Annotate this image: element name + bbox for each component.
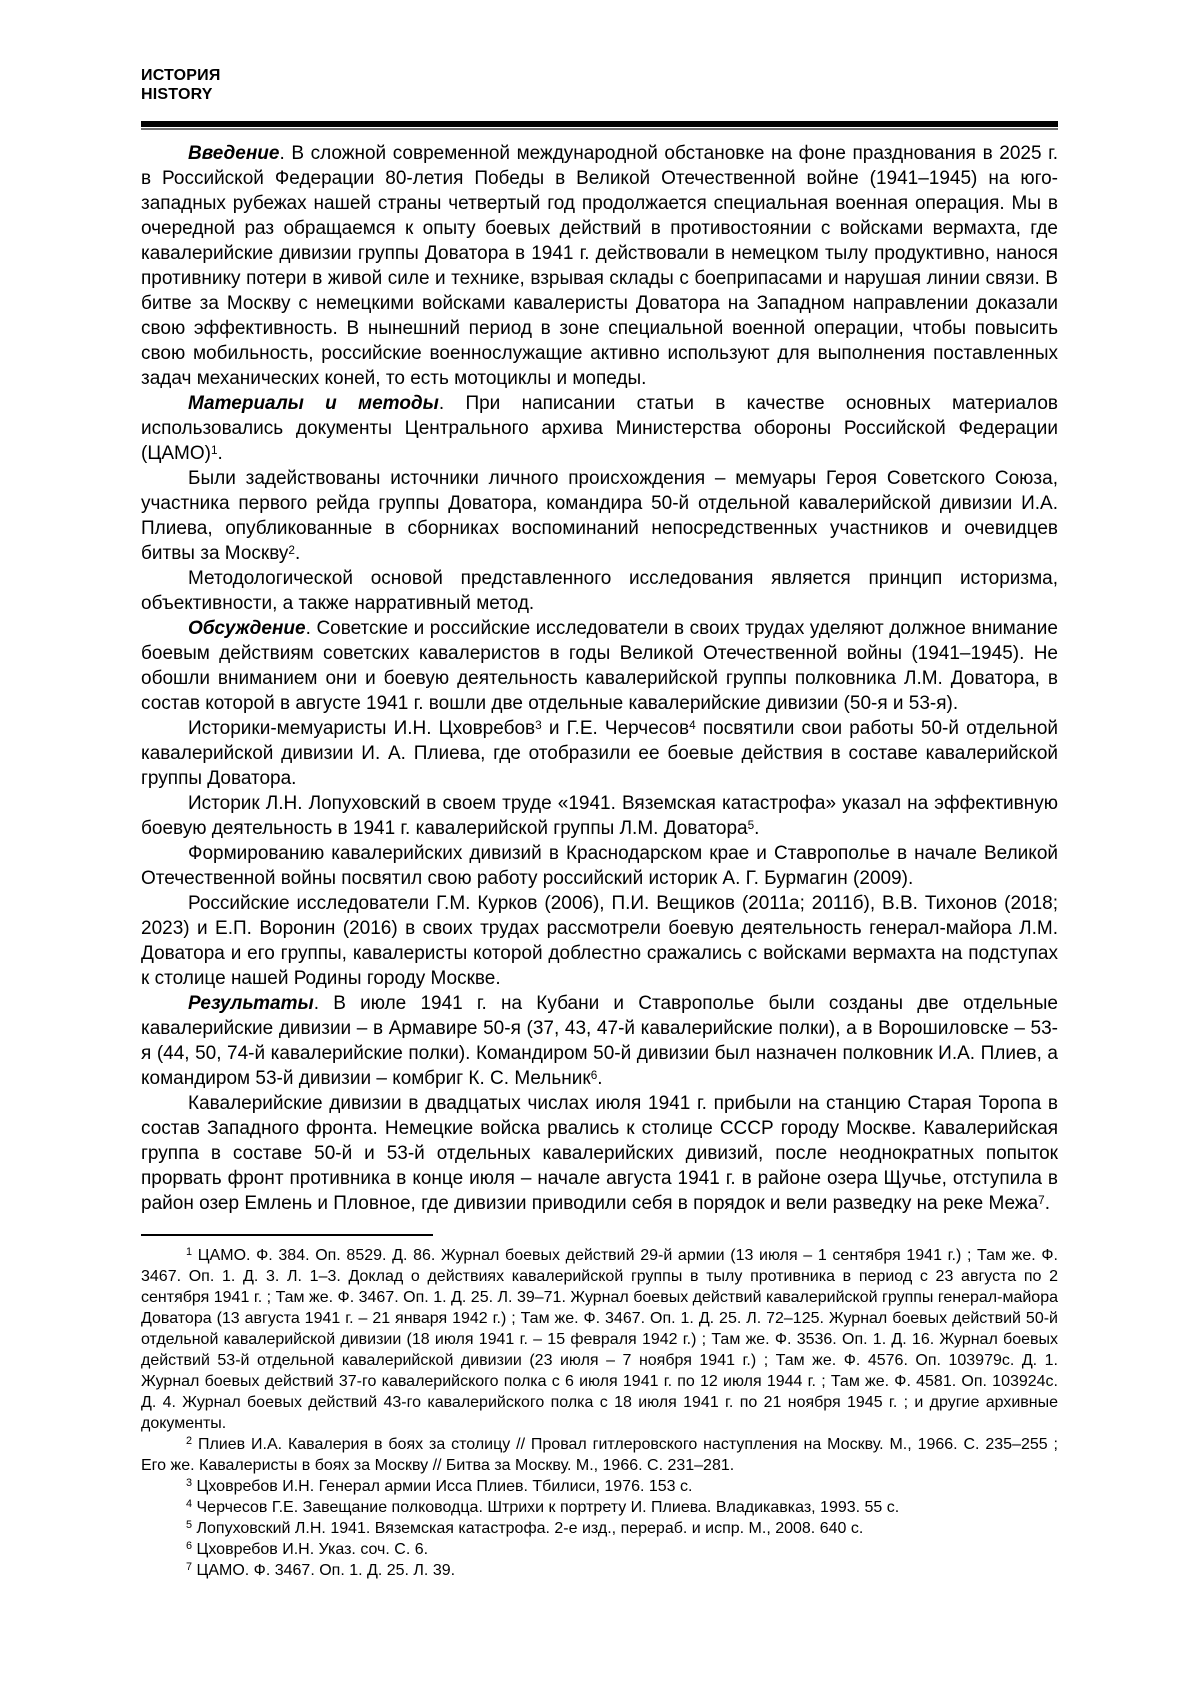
footnote-item (141, 1539, 1058, 1560)
text-run: . При написании статьи в качестве основных материалов использовались документы Центрального архива Министерства обороны Российской Федерации (ЦАМО) (141, 393, 1058, 464)
body-paragraph (141, 1091, 1058, 1216)
article-body (141, 141, 1058, 1216)
text-run: . В июле 1941 г. на Кубани и Ставрополье были созданы две отдельные кавалерийские дивизии – в Армавире 50-я (37, 43, 47-й кавалерийские полки), а в Ворошиловске – 53-я (44, 50, 74-й кавалерийские полки). Командиром 50-й дивизии был назначен полковник И.А. Плиев, а командиром 53-й дивизии – комбриг К. С. Мельник (141, 993, 1058, 1089)
text-run: ЦАМО. Ф. 3467. Оп. 1. Д. 25. Л. 39. (192, 1562, 456, 1579)
superscript-ref: 5 (747, 818, 755, 832)
body-paragraph (141, 791, 1058, 841)
superscript-ref: 4 (186, 1498, 193, 1511)
text-run: Цховребов И.Н. Генерал армии Исса Плиев. Тбилиси, 1976. 153 с. (192, 1478, 693, 1495)
section-lead: Материалы и методы (188, 393, 439, 414)
superscript-ref: 7 (1038, 1193, 1045, 1207)
superscript-ref: 4 (689, 718, 696, 732)
superscript-ref: 7 (186, 1561, 193, 1574)
body-paragraph (141, 991, 1058, 1091)
superscript-ref: 6 (590, 1068, 598, 1082)
section-lead: Результаты (188, 993, 314, 1014)
text-run: Российские исследователи Г.М. Курков (2006), П.И. Вещиков (2011а; 2011б), В.В. Тихонов (2018; 2023) и Е.П. Воронин (2016) в своих трудах рассмотрели боевую деятельность генерал-майора Л.М. Доватора и его группы, кавалеристы которой доблестно сражались с войсками вермахта на подступах к столице нашей Родины городу Москве. (141, 893, 1058, 989)
superscript-ref: 5 (186, 1519, 193, 1532)
section-lead: Обсуждение (188, 618, 306, 639)
text-run: . (217, 443, 223, 464)
text-run: и Г.Е. Черчесов (541, 718, 690, 739)
text-run: . (294, 543, 301, 564)
running-header-en: HISTORY (141, 86, 213, 103)
footnote-item (141, 1518, 1058, 1539)
text-run: Лопуховский Л.Н. 1941. Вяземская катастрофа. 2-е изд., перераб. и испр. М., 2008. 640 с. (192, 1520, 864, 1537)
footnote-item (141, 1497, 1058, 1518)
body-paragraph (141, 391, 1058, 466)
body-paragraph (141, 616, 1058, 716)
body-paragraph (141, 716, 1058, 791)
text-run: Методологической основой представленного исследования является принцип историзма, объективности, а также нарративный метод. (141, 568, 1058, 614)
text-run: . Советские и российские исследователи в своих трудах уделяют должное внимание боевым действиям советских кавалеристов в годы Великой Отечественной войны (1941–1945). Не обошли вниманием они и боевую деятельность кавалерийской группы полковника Л.М. Доватора, в состав которой в августе 1941 г. вошли две отдельные кавалерийские дивизии (50-я и 53-я). (141, 618, 1058, 714)
footnote-item (141, 1245, 1058, 1434)
superscript-ref: 2 (186, 1435, 193, 1448)
text-run: Черчесов Г.Е. Завещание полководца. Штрихи к портрету И. Плиева. Владикавказ, 1993. 55 с. (192, 1499, 900, 1516)
text-run: Кавалерийские дивизии в двадцатых числах июля 1941 г. прибыли на станцию Старая Торопа в состав Западного фронта. Немецкие войска рвались к столице СССР городу Москве. Кавалерийская группа в составе 50-й и 53-й отдельных кавалерийских дивизий, после неоднократных попыток прорвать фронт противника в конце июля – начале августа 1941 г. в районе озера Щучье, отступила в район озер Емлень и Пловное, где дивизии приводили себя в порядок и вели разведку на реке Межа (141, 1093, 1058, 1214)
text-run: Историк Л.Н. Лопуховский в своем труде «1941. Вяземская катастрофа» указал на эффективную боевую деятельность в 1941 г. кавалерийской группы Л.М. Доватора (141, 793, 1058, 839)
superscript-ref: 1 (186, 1246, 193, 1259)
text-run: . (597, 1068, 603, 1089)
header-rule-thick-line (141, 121, 1058, 127)
superscript-ref: 1 (211, 443, 218, 457)
superscript-ref: 3 (535, 718, 542, 732)
text-run: Историки-мемуаристы И.Н. Цховребов (188, 718, 536, 739)
body-paragraph (141, 466, 1058, 566)
text-run: ЦАМО. Ф. 384. Оп. 8529. Д. 86. Журнал боевых действий 29-й армии (13 июля – 1 сентября 1941 г.) ; Там же. Ф. 3467. Оп. 1. Д. 3. Л. 1–3. Доклад о действиях кавалерийской группы в тылу противника в период с 23 августа по 2 сентября 1941 г. ; Там же. Ф. 3467. Оп. 1. Д. 25. Л. 39–71. Журнал боевых действий кавалерийской группы генерал-майора Доватора (13 августа 1941 г. – 21 января 1942 г.) ; Там же. Ф. 3467. Оп. 1. Д. 25. Л. 72–125. Журнал боевых действий 50-й отдельной кавалерийской дивизии (18 июля 1941 г. – 15 февраля 1942 г.) ; Там же. Ф. 3536. Оп. 1. Д. 16. Журнал боевых действий 53-й отдельной кавалерийской дивизии (23 июля – 7 ноября 1941 г.) ; Там же. Ф. 4576. Оп. 103979с. Д. 1. Журнал боевых действий 37-го кавалерийского полка с 6 июля 1941 г. по 12 июля 1944 г. ; Там же. Ф. 4581. Оп. 103924с. Д. 4. Журнал боевых действий 43-го кавалерийского полка с 18 июля 1941 г. по 21 ноября 1945 г. ; и другие архивные документы. (141, 1247, 1058, 1432)
superscript-ref: 3 (186, 1477, 193, 1490)
footnote-separator (141, 1234, 433, 1236)
header-rule (141, 121, 1058, 130)
superscript-ref: 2 (288, 543, 295, 557)
text-run: Цховребов И.Н. Указ. соч. С. 6. (192, 1541, 429, 1558)
section-lead: Введение (188, 143, 280, 164)
body-paragraph (141, 141, 1058, 391)
footnotes-section (141, 1245, 1058, 1581)
footnote-item (141, 1434, 1058, 1476)
running-header-ru: ИСТОРИЯ (141, 67, 221, 84)
body-paragraph (141, 891, 1058, 991)
text-run: посвятили свои работы 50-й отдельной кавалерийской дивизии И. А. Плиева, где отобразили ее боевые действия в составе кавалерийской группы Доватора. (141, 718, 1059, 789)
footnote-item (141, 1476, 1058, 1497)
text-run: . В сложной современной международной обстановке на фоне празднования в 2025 г. в Российской Федерации 80-летия Победы в Великой Отечественной войне (1941–1945) на юго-западных рубежах нашей страны четвертый год продолжается специальная военная операция. Мы в очередной раз обращаемся к опыту боевых действий в противостоянии с войсками вермахта, где кавалерийские дивизии группы Доватора в 1941 г. действовали в немецком тылу продуктивно, нанося противнику потери в живой силе и технике, взрывая склады с боеприпасами и нарушая линии связи. В битве за Москву с немецкими войсками кавалеристы Доватора на Западном направлении доказали свою эффективность. В нынешний период в зоне специальной военной операции, чтобы повысить свою мобильность, российские военнослужащие активно используют для выполнения поставленных задач механических коней, то есть мотоциклы и мопеды. (141, 143, 1058, 389)
header-rule-thin-line (141, 128, 1058, 130)
text-run: Формированию кавалерийских дивизий в Краснодарском крае и Ставрополье в начале Великой Отечественной войны посвятил свою работу российский историк А. Г. Бурмагин (2009). (141, 843, 1058, 889)
footnote-item (141, 1560, 1058, 1581)
text-run: Были задействованы источники личного происхождения – мемуары Героя Советского Союза, участника первого рейда группы Доватора, командира 50-й отдельной кавалерийской дивизии И.А. Плиева, опубликованные в сборниках воспоминаний непосредственных участников и очевидцев битвы за Москву (141, 468, 1058, 564)
body-paragraph (141, 841, 1058, 891)
superscript-ref: 6 (186, 1540, 193, 1553)
running-header (141, 66, 1058, 104)
text-run: Плиев И.А. Кавалерия в боях за столицу // Провал гитлеровского наступления на Москву. М., 1966. С. 235–255 ; Его же. Кавалеристы в боях за Москву // Битва за Москву. М., 1966. С. 231–281. (141, 1436, 1058, 1474)
text-run: . (754, 818, 760, 839)
text-run: . (1044, 1193, 1050, 1214)
body-paragraph (141, 566, 1058, 616)
